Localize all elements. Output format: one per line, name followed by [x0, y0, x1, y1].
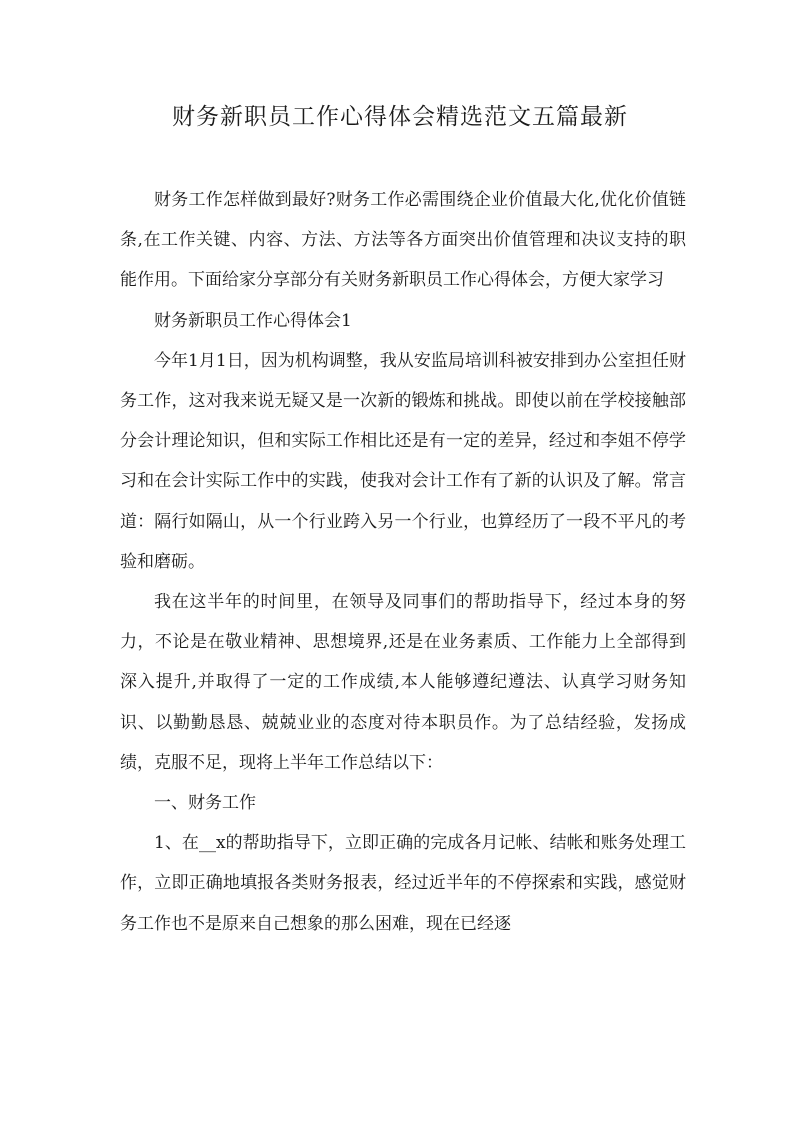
body-paragraph: 我在这半年的时间里，在领导及同事们的帮助指导下，经过本身的努力，不论是在敬业精神、思想境界,还是在业务素质、工作能力上全部得到深入提升,并取得了一定的工作成绩,本人能够遵纪遵法、认真学习财务知识、以勤勤恳恳、兢兢业业的态度对待本职员作。为了总结经验，发扬成绩，克服不足，现将上半年工作总结以下： [120, 592, 686, 773]
document-body [120, 180, 686, 944]
body-paragraph: 今年1月1日，因为机构调整，我从安监局培训科被安排到办公室担任财务工作，这对我来说无疑又是一次新的锻炼和挑战。即使以前在学校接触部分会计理论知识，但和实际工作相比还是有一定的差异，经过和李姐不停学习和在会计实际工作中的实践，使我对会计工作有了新的认识及了解。常言道：隔行如隔山，从一个行业跨入另一个行业，也算经历了一段不平凡的考验和磨砺。 [120, 350, 686, 572]
intro-paragraph: 财务工作怎样做到最好?财务工作必需围绕企业价值最大化,优化价值链条,在工作关键、内容、方法、方法等各方面突出价值管理和决议支持的职能作用。下面给家分享部分有关财务新职员工作心得体会，方便大家学习 [120, 190, 686, 291]
subsection-heading: 一、财务工作 [154, 793, 256, 814]
body-paragraph: 1、在__x的帮助指导下，立即正确的完成各月记帐、结帐和账务处理工作，立即正确地填报各类财务报表，经过近半年的不停探索和实践，感觉财务工作也不是原来自己想象的那么困难，现在已经逐 [120, 833, 686, 934]
document-title: 财务新职员工作心得体会精选范文五篇最新 [172, 104, 628, 130]
section-heading: 财务新职员工作心得体会1 [154, 310, 352, 331]
